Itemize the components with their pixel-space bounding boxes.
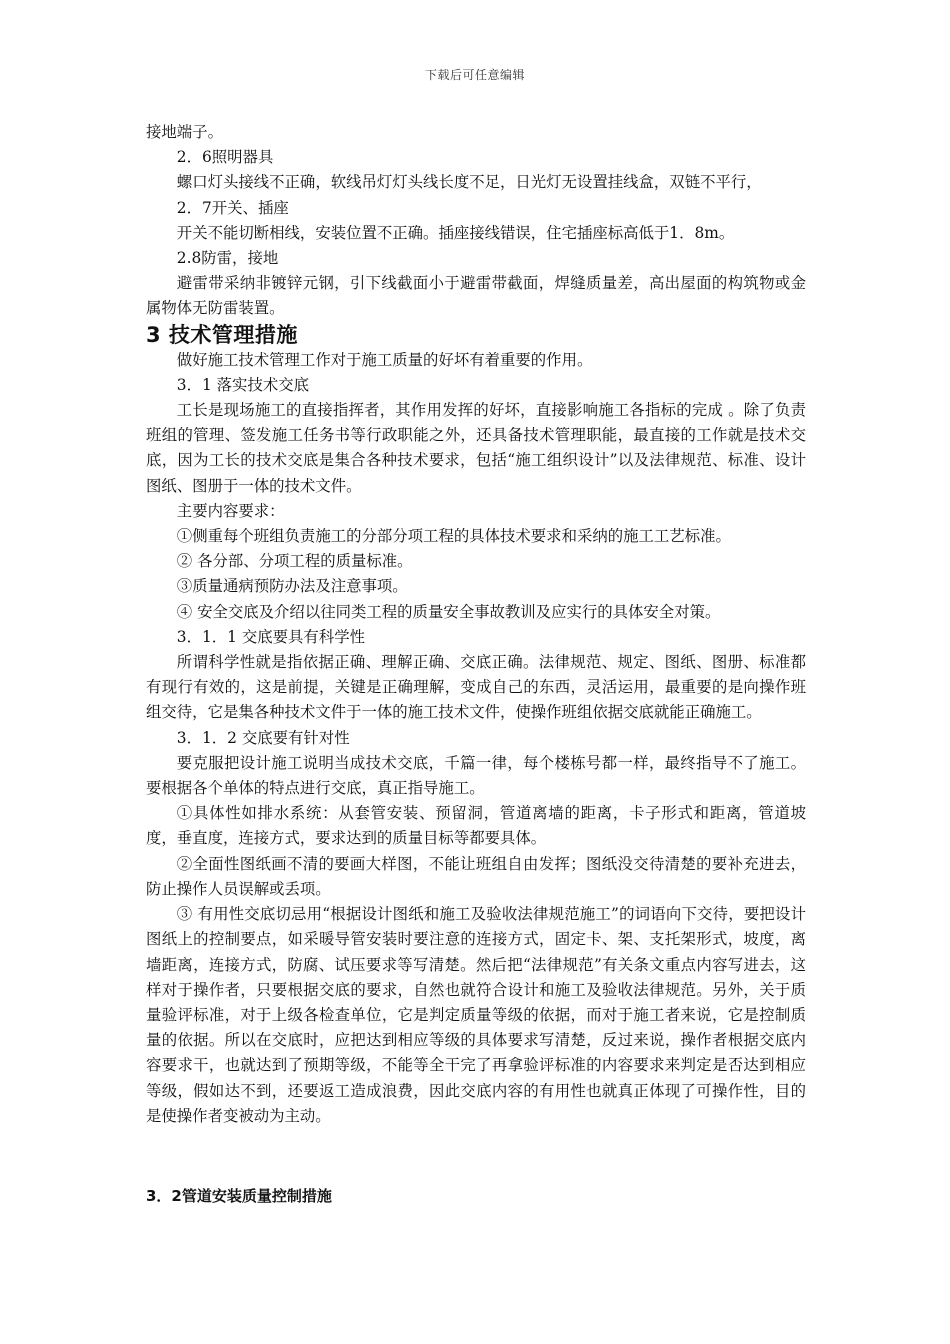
section-heading: 3．1 落实技术交底 bbox=[176, 375, 310, 394]
paragraph: 接地端子。 bbox=[146, 123, 223, 141]
list-item: ② 各分部、分项工程的质量标准。 bbox=[176, 552, 413, 571]
list-item: ③ 有用性交底切忌用“根据设计图纸和施工及验收法律规范施工”的词语向下交待，要把设计图纸上的控制要点，如采暖导管安装时要注意的连接方式，固定卡、架、支托架形式，坡度，离墙距离，连接方式，防腐、试压要求等写清楚。然后把“法律规范”有关条文重点内容写进去，这样对于操作者，只要根据交底的要求，自然也就符合设计和施工及验收法律规范。另外，关于质量验评标准，对于上级各检查单位，它是判定质量等级的依据，而对于施工者来说，它是控制质量的依据。所以在交底时，应把达到相应等级的具体要求写清楚，反过来说，操作者根据交底内容要求干，也就达到了预期等级，不能等全干完了再拿验评标准的内容要求来判定是否达到相应等级，假如达不到，还要返工造成浪费，因此交底内容的有用性也就真正体现了可操作性，目的是使操作者变被动为主动。 bbox=[146, 905, 806, 1125]
section-heading: 2．7开关、插座 bbox=[176, 198, 289, 217]
list-item: ③质量通病预防办法及注意事项。 bbox=[176, 577, 408, 596]
subsection-heading: 3．1．2 交底要有针对性 bbox=[176, 728, 350, 747]
paragraph: 要克服把设计施工说明当成技术交底，千篇一律，每个楼栋号都一样，最终指导不了施工。要根据各个单体的特点进行交底，真正指导施工。 bbox=[146, 753, 806, 798]
chapter-heading: 3 技术管理措施 bbox=[146, 322, 298, 347]
section-heading: 2.8防雷，接地 bbox=[176, 249, 279, 268]
paragraph: 所谓科学性就是指依据正确、理解正确、交底正确。法律规范、规定、图纸、图册、标准都有现行有效的，这是前提，关键是正确理解，变成自己的东西，灵活运用，最重要的是向操作班组交待，它是集各种技术文件于一体的施工技术文件，使操作班组依据交底就能正确施工。 bbox=[146, 653, 806, 722]
list-item: ②全面性图纸画不清的要画大样图，不能让班组自由发挥；图纸没交待清楚的要补充进去，防止操作人员误解或丢项。 bbox=[146, 854, 806, 898]
paragraph: 工长是现场施工的直接指挥者，其作用发挥的好坏，直接影响施工各指标的完成 。除了负责班组的管理、签发施工任务书等行政职能之外，还具备技术管理职能，最直接的工作就是技术交底，因为工长的技术交底是集合各种技术要求，包括“施工组织设计”以及法律规范、标准、设计图纸、图册于一体的技术文件。 bbox=[146, 401, 806, 495]
section-heading-bold: 3．2管道安装质量控制措施 bbox=[146, 1186, 332, 1205]
paragraph: 主要内容要求： bbox=[176, 501, 285, 520]
paragraph: 避雷带采纳非镀锌元钢，引下线截面小于避雷带截面，焊缝质量差，高出屋面的构筑物或金属物体无防雷装置。 bbox=[146, 274, 806, 318]
list-item: ①侧重每个班组负责施工的分部分项工程的具体技术要求和采纳的施工工艺标准。 bbox=[176, 527, 731, 546]
paragraph: 螺口灯头接线不正确，软线吊灯灯头线长度不足，日光灯无设置挂线盒，双链不平行， bbox=[176, 173, 762, 192]
paragraph: 开关不能切断相线，安装位置不正确。插座接线错误，住宅插座标高低于1．8m。 bbox=[176, 223, 735, 242]
list-item: ④ 安全交底及介绍以往同类工程的质量安全事故教训及应实行的具体安全对策。 bbox=[176, 602, 721, 621]
section-heading: 2．6照明器具 bbox=[176, 148, 274, 167]
page-header: 下载后可任意编辑 bbox=[424, 68, 525, 82]
paragraph: 做好施工技术管理工作对于施工质量的好坏有着重要的作用。 bbox=[176, 350, 593, 369]
subsection-heading: 3．1．1 交底要具有科学性 bbox=[176, 627, 365, 646]
document-body bbox=[146, 120, 806, 1209]
list-item: ①具体性如排水系统：从套管安装、预留洞，管道离墙的距离，卡子形式和距离，管道坡度，垂直度，连接方式，要求达到的质量目标等都要具体。 bbox=[146, 804, 806, 848]
